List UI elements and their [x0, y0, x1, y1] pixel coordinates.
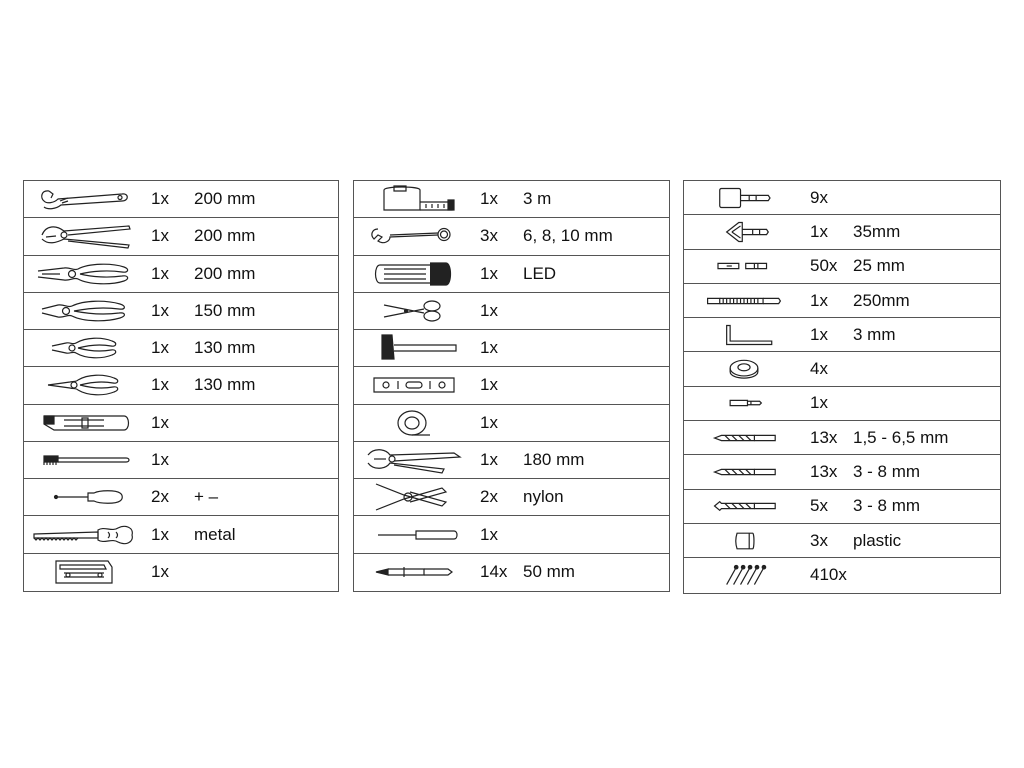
mini-pliers-icon	[24, 330, 144, 366]
scissors-icon	[354, 293, 474, 329]
quantity: 5x	[810, 496, 828, 516]
quantity: 1x	[151, 375, 169, 395]
quantity: 1x	[810, 290, 828, 310]
quantity: 1x	[480, 449, 498, 469]
specification: LED	[523, 263, 557, 283]
table-row	[24, 256, 338, 293]
table-row	[354, 554, 669, 591]
quantity: 1x	[810, 221, 828, 241]
spring-clamp-icon	[354, 479, 474, 515]
specification: 200 mm	[194, 263, 256, 283]
specification: metal	[194, 524, 236, 544]
table-row	[354, 405, 669, 442]
quantity: 1x	[151, 300, 169, 320]
quantity: 1x	[151, 226, 169, 246]
quantity: 1x	[480, 189, 498, 209]
quantity: 9x	[810, 187, 828, 207]
specification: 6, 8, 10 mm	[523, 226, 613, 246]
screwdriver-icon	[354, 516, 474, 552]
quantity: 1x	[151, 189, 169, 209]
quantity: 2x	[480, 487, 498, 507]
table-row	[684, 524, 1000, 558]
table-row	[684, 490, 1000, 524]
staple-gun-icon	[24, 554, 144, 591]
drill-bit-icon	[684, 455, 804, 488]
table-row	[24, 554, 338, 591]
quantity: 1x	[151, 412, 169, 432]
quantity: 4x	[810, 359, 828, 379]
quantity: 3x	[810, 530, 828, 550]
tool-table-2	[353, 180, 670, 592]
combination-pliers-icon	[24, 256, 144, 292]
table-row	[684, 558, 1000, 592]
hex-key-icon	[684, 318, 804, 351]
adjustable-wrench-icon	[24, 181, 144, 217]
screws-icon	[684, 558, 804, 592]
quantity: 13x	[810, 462, 838, 482]
table-row	[684, 318, 1000, 352]
bits-icon	[684, 250, 804, 283]
specification: 200 mm	[194, 189, 256, 209]
table-row	[24, 218, 338, 255]
screwdriver-icon	[24, 479, 144, 515]
flashlight-icon	[354, 256, 474, 292]
quantity: 1x	[151, 524, 169, 544]
table-row	[24, 293, 338, 330]
utility-knife-icon	[24, 405, 144, 441]
table-row	[684, 181, 1000, 215]
quantity: 13x	[810, 427, 838, 447]
specification: 180 mm	[523, 449, 585, 469]
specification: 150 mm	[194, 300, 256, 320]
table-row	[684, 284, 1000, 318]
wire-brush-icon	[24, 442, 144, 478]
specification: 3 m	[523, 189, 552, 209]
table-row	[684, 352, 1000, 386]
spirit-level-icon	[354, 367, 474, 403]
socket-icon	[684, 181, 804, 214]
specification: 25 mm	[853, 256, 905, 276]
specification: 130 mm	[194, 375, 256, 395]
specification: 3 - 8 mm	[853, 462, 921, 482]
locking-pliers-icon	[354, 442, 474, 478]
tape-measure-icon	[354, 181, 474, 217]
quantity: 1x	[810, 324, 828, 344]
specification: 130 mm	[194, 338, 256, 358]
specification: 35mm	[853, 221, 901, 241]
screwdriver-bit-icon	[354, 554, 474, 591]
specification: 200 mm	[194, 226, 256, 246]
specification: 3 mm	[853, 324, 896, 344]
table-row	[354, 181, 669, 218]
specification: plastic	[853, 530, 902, 550]
tool-table-1	[23, 180, 339, 592]
quantity: 1x	[151, 338, 169, 358]
table-row	[354, 367, 669, 404]
quantity: 1x	[480, 263, 498, 283]
table-row	[684, 250, 1000, 284]
quantity: 1x	[480, 524, 498, 544]
masonry-drill-bit-icon	[684, 490, 804, 523]
table-row	[354, 256, 669, 293]
quantity: 1x	[151, 263, 169, 283]
table-row	[24, 330, 338, 367]
water-pump-pliers-icon	[24, 218, 144, 254]
bit-holder-icon	[684, 387, 804, 420]
table-row	[24, 516, 338, 553]
quantity: 50x	[810, 256, 838, 276]
quantity: 2x	[151, 487, 169, 507]
quantity: 3x	[480, 226, 498, 246]
quantity: 1x	[480, 375, 498, 395]
table-row	[354, 479, 669, 516]
hammer-icon	[354, 330, 474, 366]
quantity: 1x	[151, 562, 169, 582]
table-row	[24, 479, 338, 516]
table-row	[354, 293, 669, 330]
specification: + –	[194, 487, 219, 507]
insulation-tape-icon	[354, 405, 474, 441]
quantity: 14x	[480, 562, 508, 582]
wall-plug-icon	[684, 524, 804, 557]
quantity: 410x	[810, 565, 847, 585]
specification: 250mm	[853, 290, 910, 310]
specification: nylon	[523, 487, 564, 507]
combination-wrench-icon	[354, 218, 474, 254]
table-row	[684, 421, 1000, 455]
table-row	[684, 215, 1000, 249]
table-row	[24, 367, 338, 404]
table-row	[24, 181, 338, 218]
quantity: 1x	[810, 393, 828, 413]
quantity: 1x	[151, 449, 169, 469]
flexible-shaft-icon	[684, 284, 804, 317]
table-row	[354, 516, 669, 553]
table-row	[684, 387, 1000, 421]
specification: 50 mm	[523, 562, 575, 582]
table-row	[684, 455, 1000, 489]
quantity: 1x	[480, 412, 498, 432]
side-cutter-pliers-icon	[24, 293, 144, 329]
quantity: 1x	[480, 300, 498, 320]
tape-roll-icon	[684, 352, 804, 385]
table-row	[354, 442, 669, 479]
specification: 3 - 8 mm	[853, 496, 921, 516]
table-row	[24, 405, 338, 442]
hand-saw-icon	[24, 516, 144, 552]
tool-table-3	[683, 180, 1001, 594]
table-row	[24, 442, 338, 479]
countersink-icon	[684, 215, 804, 248]
table-row	[354, 218, 669, 255]
drill-bit-icon	[684, 421, 804, 454]
needle-nose-pliers-icon	[24, 367, 144, 403]
table-row	[354, 330, 669, 367]
specification: 1,5 - 6,5 mm	[853, 427, 949, 447]
quantity: 1x	[480, 338, 498, 358]
